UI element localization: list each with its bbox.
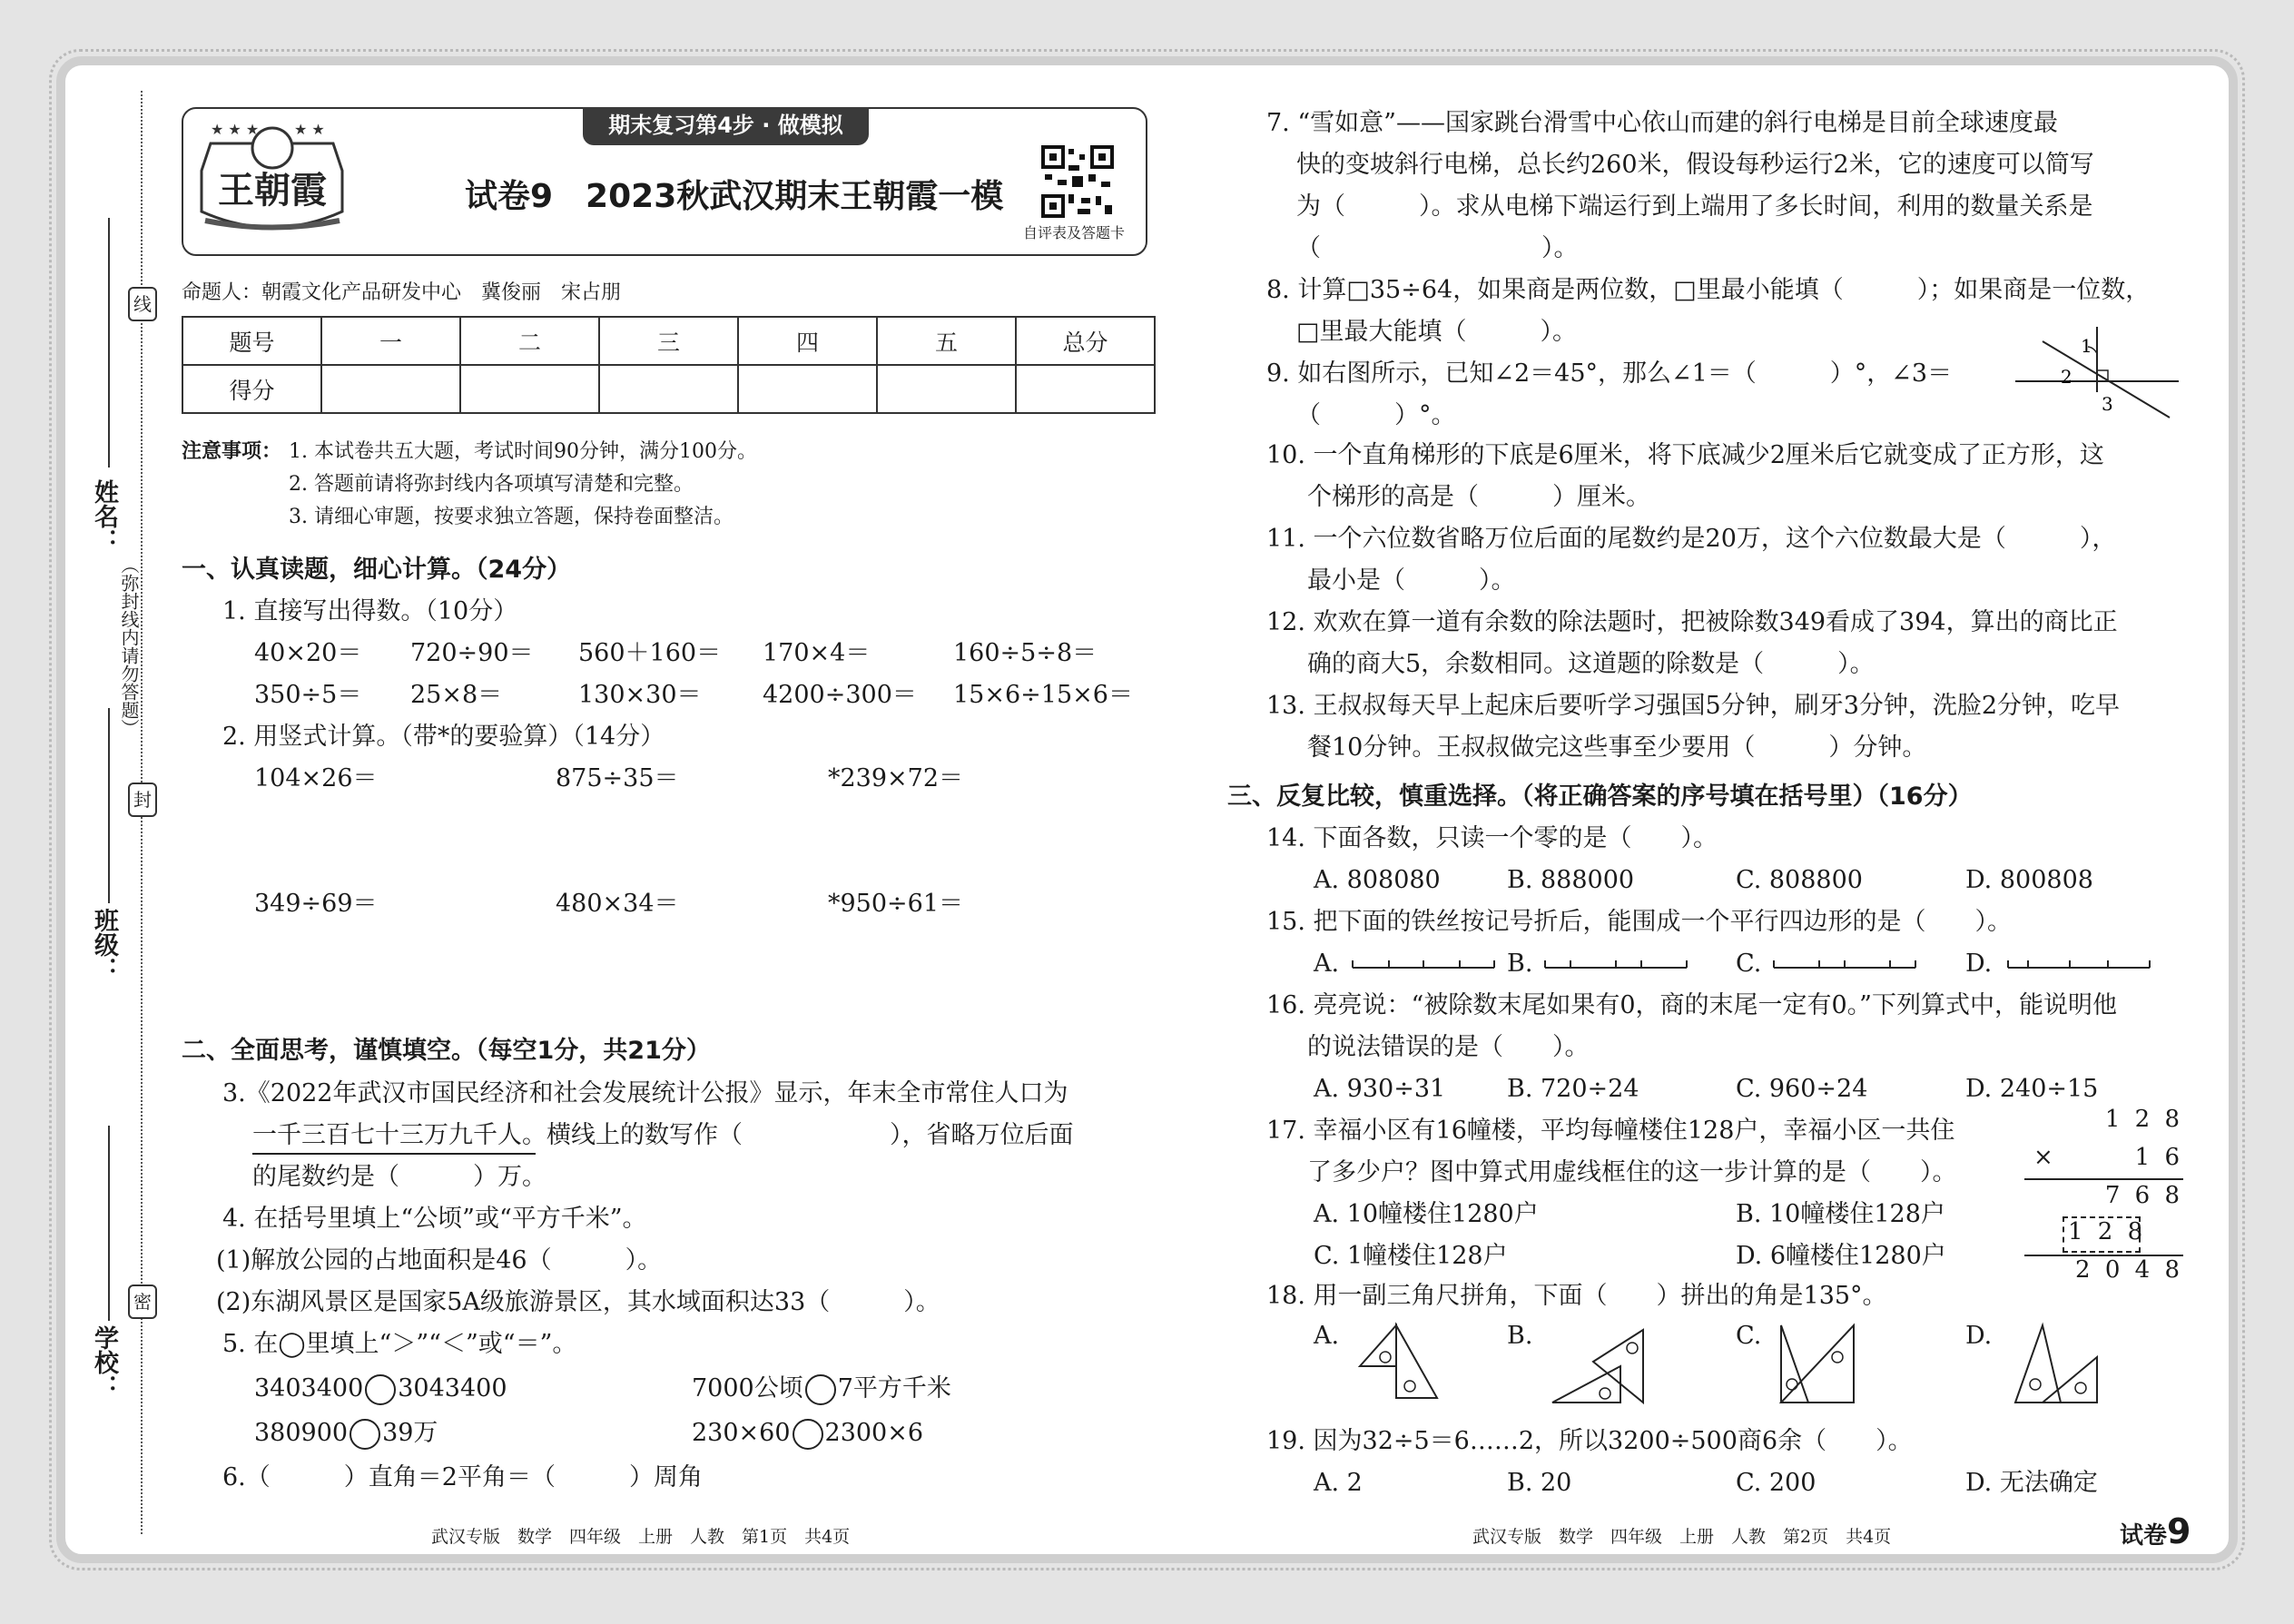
q2-item: 480×34＝ (556, 890, 679, 918)
q16-option[interactable]: B. 720÷24 (1507, 1075, 1639, 1103)
q5-value: 3403400 (254, 1374, 364, 1403)
q14-option[interactable]: A. 808080 (1314, 866, 1441, 894)
q15-question: 15. 把下面的铁丝按记号折后，能围成一个平行四边形的是（ ）。 (1266, 908, 2013, 936)
compare-circle[interactable] (793, 1419, 823, 1450)
qr-caption: 自评表及答题卡 (1023, 224, 1126, 241)
q13-line: 餐10分钟。王叔叔做完这些事至少要用（ ）分钟。 (1307, 733, 1927, 762)
q12-line: 确的商大5，余数相同。这道题的除数是（ ）。 (1307, 650, 1875, 678)
class-label: 班级： (90, 908, 118, 981)
q17-line: 17. 幸福小区有16幢楼，平均每幢楼住128户，幸福小区一共住 (1266, 1117, 1955, 1145)
notes-item: 2. 答题前请将弥封线内各项填写清楚和完整。 (289, 473, 694, 496)
q19-option[interactable]: C. 200 (1736, 1469, 1816, 1497)
q4-line: (1)解放公园的占地面积是46（ ）。 (216, 1246, 663, 1275)
score-header-cell: 三 (599, 317, 738, 365)
q11-line: 11. 一个六位数省略万位后面的尾数约是20万，这个六位数最大是（ ）， (1266, 525, 2117, 553)
svg-text:王朝霞: 王朝霞 (218, 169, 327, 212)
wire-a (1351, 955, 1496, 973)
q17-option[interactable]: A. 10幢楼住1280户 (1314, 1200, 1539, 1228)
name-label: 姓名： (90, 479, 118, 553)
q3-number-underline (252, 1153, 536, 1155)
set-square-figure-c (1772, 1321, 1872, 1412)
compare-circle[interactable] (350, 1419, 380, 1450)
score-header-cell: 二 (460, 317, 599, 365)
footer-paper-num: 9 (2167, 1511, 2191, 1551)
notes-label: 注意事项： (182, 440, 282, 463)
q16-line: 16. 亮亮说：“被除数末尾如果有0，商的末尾一定有0。”下列算式中，能说明他 (1266, 991, 2117, 1019)
footer-paper-label: 试卷 (2120, 1522, 2168, 1550)
q1-item: 720÷90＝ (410, 639, 534, 667)
q2-item: 349÷69＝ (254, 890, 378, 918)
q3-line: 的尾数约是（ ）万。 (252, 1163, 546, 1191)
score-table (182, 316, 1156, 414)
score-header-cell: 题号 (182, 317, 321, 365)
q1-item: 40×20＝ (254, 639, 362, 667)
q4-line: (2)东湖风景区是国家5A级旅游景区，其水域面积达33（ ）。 (216, 1288, 940, 1316)
q19-option[interactable]: B. 20 (1507, 1469, 1572, 1497)
q1-item: 170×4＝ (763, 639, 871, 667)
author-line: 命题人：朝霞文化产品研发中心 冀俊丽 宋占朋 (182, 281, 622, 304)
q13-line: 13. 王叔叔每天早上起床后要听学习强国5分钟，刷牙3分钟，洗脸2分钟，吃早 (1266, 692, 2121, 720)
q6-line: 6.（ ）直角＝2平角＝（ ）周角 (222, 1463, 703, 1491)
compare-circle[interactable] (365, 1374, 396, 1405)
q16-line: 的说法错误的是（ ）。 (1307, 1033, 1590, 1061)
q9-line: 9. 如右图所示，已知∠2＝45°，那么∠1＝（ ）°，∠3＝ (1266, 359, 1953, 388)
exam-header (182, 107, 1147, 256)
q17-line: 了多少户？图中算式用虚线框住的这一步计算的是（ ）。 (1307, 1158, 1957, 1186)
qr-code-icon (1041, 145, 1114, 218)
q7-line: 快的变坡斜行电梯，总长约260米，假设每秒运行2米，它的速度可以简写 (1296, 151, 2094, 179)
score-row-label: 得分 (182, 365, 321, 413)
q2-title: 2. 用竖式计算。（带*的要验算）（14分） (222, 723, 665, 751)
angle-label-2: 2 (2061, 366, 2072, 388)
q14-question: 14. 下面各数，只读一个零的是（ ）。 (1266, 824, 1718, 852)
score-cell[interactable] (321, 365, 460, 413)
vertical-calculation (2024, 1106, 2183, 1287)
q1-item: 4200÷300＝ (763, 681, 917, 709)
q15-option[interactable]: B. (1507, 950, 1533, 978)
footer-right: 武汉专版 数学 四年级 上册 人教 第2页 共4页 (1472, 1527, 1892, 1547)
q16-option[interactable]: C. 960÷24 (1736, 1075, 1868, 1103)
q17-option[interactable]: C. 1幢楼住128户 (1314, 1242, 1508, 1270)
calc-row: 1 6 (2134, 1144, 2183, 1171)
q19-option[interactable]: A. 2 (1314, 1469, 1363, 1497)
q15-option[interactable]: A. (1314, 950, 1340, 978)
q18-question: 18. 用一副三角尺拼角，下面（ ）拼出的角是135°。 (1266, 1282, 1887, 1310)
q5-value: 2300×6 (824, 1419, 924, 1447)
q8-line: 8. 计算□35÷64，如果商是两位数，□里最小能填（ ）；如果商是一位数， (1266, 276, 2151, 304)
q1-item: 130×30＝ (578, 681, 702, 709)
score-header-cell: 五 (877, 317, 1016, 365)
q5-title: 5. 在◯里填上“＞”“＜”或“＝”。 (222, 1330, 577, 1358)
score-header-cell: 一 (321, 317, 460, 365)
q2-item: *239×72＝ (828, 764, 964, 792)
q19-question: 19. 因为32÷5＝6……2，所以3200÷500商6余（ ）。 (1266, 1427, 1913, 1455)
calc-row: 7 6 8 (2104, 1182, 2183, 1209)
set-square-figure-a (1351, 1321, 1451, 1412)
q9-line: （ ）°。 (1296, 401, 1456, 429)
q11-line: 最小是（ ）。 (1307, 566, 1516, 595)
q18-option[interactable]: A. (1314, 1322, 1340, 1350)
q1-title: 1. 直接写出得数。（10分） (222, 597, 518, 625)
footer-paper-number (2120, 1511, 2191, 1551)
binding-notice: （弥封线内请勿答题） (118, 556, 140, 737)
q14-option[interactable]: B. 888000 (1507, 866, 1635, 894)
school-label: 学校： (90, 1325, 118, 1399)
angle-label-1: 1 (2081, 335, 2092, 357)
name-underline (108, 218, 110, 468)
q2-item: 104×26＝ (254, 764, 378, 792)
q18-option[interactable]: D. (1965, 1322, 1993, 1350)
exam-title: 试卷9 2023秋武汉期末王朝霞一模 (465, 178, 1004, 215)
svg-text:★ ★: ★ ★ (294, 121, 325, 138)
wire-c (1772, 955, 1917, 973)
q7-line: （ ）。 (1296, 234, 1579, 262)
calc-row: 1 2 8 (2068, 1218, 2147, 1245)
q1-item: 15×6÷15×6＝ (953, 681, 1133, 709)
calc-row: 2 0 4 8 (2075, 1256, 2183, 1284)
q5-value: 7000公顷 (692, 1374, 803, 1403)
q18-option[interactable]: B. (1507, 1322, 1533, 1350)
q7-line: 7. “雪如意”——国家跳台滑雪中心依山而建的斜行电梯是目前全球速度最 (1266, 109, 2058, 137)
q14-option[interactable]: D. 800808 (1965, 866, 2093, 894)
q5-item-d (692, 1417, 923, 1450)
calc-operator: × (2033, 1144, 2053, 1171)
q5-value: 230×60 (692, 1419, 791, 1447)
q14-option[interactable]: C. 808800 (1736, 866, 1863, 894)
set-square-figure-d (2006, 1321, 2106, 1412)
q15-option[interactable]: C. (1736, 950, 1762, 978)
q5-item-a (254, 1373, 507, 1405)
score-cell[interactable] (599, 365, 738, 413)
section-1-title: 一、认真读题，细心计算。（24分） (182, 556, 572, 584)
q16-option[interactable]: A. 930÷31 (1314, 1075, 1446, 1103)
q3-line: 一千三百七十三万九千人。横线上的数写作（ ），省略万位后面 (252, 1121, 1074, 1149)
q18-option[interactable]: C. (1736, 1322, 1762, 1350)
set-square-figure-b (1543, 1321, 1661, 1412)
q8-line: □里最大能填（ ）。 (1296, 318, 1578, 346)
q2-item: *950÷61＝ (828, 890, 964, 918)
q10-line: 10. 一个直角梯形的下底是6厘米，将下底减少2厘米后它就变成了正方形，这 (1266, 441, 2104, 469)
q1-item: 160÷5÷8＝ (953, 639, 1098, 667)
footer-left: 武汉专版 数学 四年级 上册 人教 第1页 共4页 (431, 1527, 851, 1547)
school-underline (108, 1126, 110, 1321)
calc-row: 1 2 8 (2104, 1106, 2183, 1133)
q15-option[interactable]: D. (1965, 950, 1993, 978)
q3-line: 3.《2022年武汉市国民经济和社会发展统计公报》显示，年末全市常住人口为 (222, 1079, 1068, 1107)
wire-b (1543, 955, 1689, 973)
brand-logo (192, 116, 351, 243)
q19-option[interactable]: D. 无法确定 (1965, 1469, 2098, 1497)
q5-value: 7平方千米 (837, 1374, 951, 1403)
section-2-title: 二、全面思考，谨慎填空。（每空1分，共21分） (182, 1037, 711, 1065)
q1-item: 25×8＝ (410, 681, 503, 709)
q5-item-b (692, 1373, 951, 1405)
svg-text:★ ★ ★: ★ ★ ★ (211, 121, 260, 138)
score-header-cell: 四 (738, 317, 877, 365)
section-3-title: 三、反复比较，慎重选择。（将正确答案的序号填在括号里）（16分） (1227, 782, 1973, 811)
q7-line: 为（ ）。求从电梯下端运行到上端用了多长时间，利用的数量关系是 (1296, 192, 2093, 221)
q5-value: 39万 (382, 1419, 438, 1447)
q17-option[interactable]: D. 6幢楼住1280户 (1736, 1242, 1946, 1270)
notes-item: 3. 请细心审题，按要求独立答题，保持卷面整洁。 (289, 506, 733, 528)
binding-seal-mark: 封 (128, 782, 157, 817)
q16-option[interactable]: D. 240÷15 (1965, 1075, 2099, 1103)
q5-value: 380900 (254, 1419, 349, 1447)
score-cell[interactable] (460, 365, 599, 413)
q5-item-c (254, 1417, 438, 1450)
angle-figure (2006, 320, 2188, 419)
q5-value: 3043400 (398, 1374, 507, 1403)
q17-option[interactable]: B. 10幢楼住128户 (1736, 1200, 1945, 1228)
score-cell[interactable] (877, 365, 1016, 413)
q10-line: 个梯形的高是（ ）厘米。 (1307, 483, 1650, 511)
class-underline (108, 708, 110, 903)
angle-label-3: 3 (2102, 393, 2113, 415)
q2-item: 875÷35＝ (556, 764, 679, 792)
q4-line: 4. 在括号里填上“公顷”或“平方千米”。 (222, 1205, 647, 1233)
q1-item: 560＋160＝ (578, 639, 722, 667)
q1-item: 350÷5＝ (254, 681, 362, 709)
step-banner: 期末复习第4步 · 做模拟 (583, 107, 869, 145)
compare-circle[interactable] (805, 1374, 836, 1405)
score-header-cell: 总分 (1016, 317, 1155, 365)
binding-line-mark: 线 (128, 287, 157, 321)
calc-rule (2024, 1178, 2183, 1180)
score-cell[interactable] (738, 365, 877, 413)
binding-mi-mark: 密 (128, 1284, 157, 1319)
q12-line: 12. 欢欢在算一道有余数的除法题时，把被除数349看成了394，算出的商比正 (1266, 608, 2118, 636)
score-cell[interactable] (1016, 365, 1155, 413)
notes-item: 1. 本试卷共五大题，考试时间90分钟，满分100分。 (289, 440, 757, 463)
wire-d (2006, 955, 2151, 973)
